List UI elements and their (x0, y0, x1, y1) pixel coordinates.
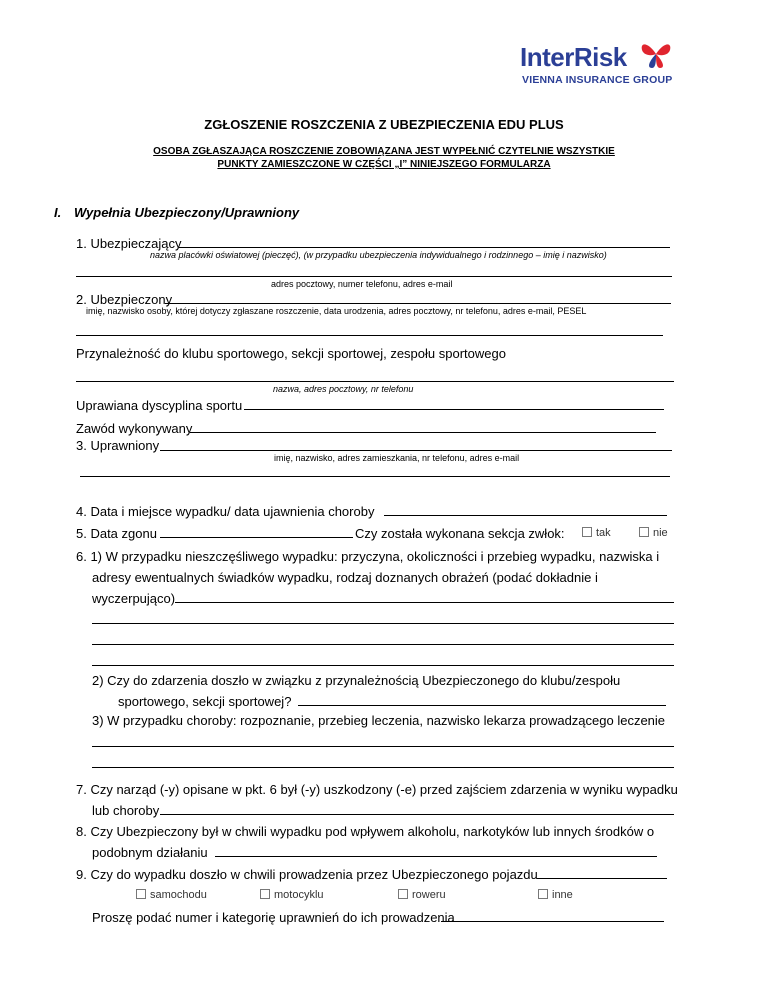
beneficiary-hint: imię, nazwisko, adres zamieszkania, nr telefonu, adres e-mail (274, 453, 520, 463)
q9-option-car[interactable] (136, 889, 207, 901)
q5-yes-label: tak (596, 527, 611, 539)
q7-line-2: lub choroby (92, 803, 160, 818)
section-numeral: I. (54, 205, 62, 220)
q9-option-label: inne (552, 889, 573, 901)
insured-extra-line[interactable] (76, 335, 663, 336)
notice-line-2: PUNKTY ZAMIESZCZONE W CZĘŚCI „I” NINIEJSZEGO FORMULARZA (217, 159, 551, 170)
q7-line-1: 7. Czy narząd (-y) opisane w pkt. 6 był (-y) uszkodzony (-e) przed zajściem zdarzenia w wyniku wypadku (76, 782, 678, 797)
q6-input-line-4[interactable] (92, 665, 674, 666)
q9-option-other[interactable] (538, 889, 573, 901)
q9-label: 9. Czy do wypadku doszło w chwili prowadzenia przez Ubezpieczonego pojazdu (76, 867, 538, 882)
discipline-input-line[interactable] (244, 409, 664, 410)
insurer-hint: nazwa placówki oświatowej (pieczęć), (w przypadku ubezpieczenia indywidualnego i rodzinnego – imię i nazwisko) (150, 250, 607, 260)
q9-license-label: Proszę podać numer i kategorię uprawnień do ich prowadzenia (92, 910, 455, 925)
insured-hint: imię, nazwisko osoby, której dotyczy zgłaszane roszczenie, data urodzenia, adres pocztowy, nr telefonu, adres e-mail, PESEL (86, 306, 587, 316)
q6-3-input-line-1[interactable] (92, 746, 674, 747)
insurer-label: 1. Ubezpieczający (76, 236, 182, 251)
q9-input-line[interactable] (537, 878, 667, 879)
q9-option-label: samochodu (150, 889, 207, 901)
insurer-input-line[interactable] (179, 247, 670, 248)
checkbox-icon[interactable] (538, 889, 548, 899)
logo-brand: InterRisk (520, 42, 627, 72)
q6-2-input-line[interactable] (298, 705, 666, 706)
q6-input-line-1[interactable] (175, 602, 674, 603)
q9-option-label: roweru (412, 889, 446, 901)
q9-option-motorcycle[interactable] (260, 889, 324, 901)
club-hint: nazwa, adres pocztowy, nr telefonu (273, 384, 414, 394)
q6-2-line-1: 2) Czy do zdarzenia doszło w związku z przynależnością Ubezpieczonego do klubu/zespołu (92, 673, 621, 688)
beneficiary-label: 3. Uprawniony (76, 438, 160, 453)
club-input-line[interactable] (76, 381, 674, 382)
q8-line-2: podobnym działaniu (92, 845, 208, 860)
butterfly-logo-icon (638, 38, 674, 70)
q9-option-label: motocyklu (274, 889, 324, 901)
checkbox-icon[interactable] (398, 889, 408, 899)
checkbox-icon[interactable] (136, 889, 146, 899)
beneficiary-extra-line[interactable] (80, 476, 670, 477)
logo (520, 40, 720, 90)
insured-input-line[interactable] (165, 303, 671, 304)
q8-input-line[interactable] (215, 856, 657, 857)
page-title: ZGŁOSZENIE ROSZCZENIA Z UBEZPIECZENIA EDU PLUS (204, 117, 564, 132)
q9-option-bicycle[interactable] (398, 889, 446, 901)
profession-label: Zawód wykonywany (76, 421, 193, 436)
q6-line-1: 6. 1) W przypadku nieszczęśliwego wypadku: przyczyna, okoliczności i przebieg wypadku, nazwiska i (76, 549, 660, 564)
q5-autopsy-label: Czy została wykonana sekcja zwłok: (355, 526, 565, 541)
checkbox-icon[interactable] (260, 889, 270, 899)
discipline-label: Uprawiana dyscyplina sportu (76, 398, 243, 413)
checkbox-icon[interactable] (582, 527, 592, 537)
q4-label: 4. Data i miejsce wypadku/ data ujawnienia choroby (76, 504, 375, 519)
insured-label: 2. Ubezpieczony (76, 292, 173, 307)
q6-input-line-3[interactable] (92, 644, 674, 645)
q4-input-line[interactable] (384, 515, 667, 516)
section-heading: Wypełnia Ubezpieczony/Uprawniony (74, 205, 300, 220)
q6-3-input-line-2[interactable] (92, 767, 674, 768)
q5-no-option[interactable] (639, 527, 668, 539)
logo-tagline: VIENNA INSURANCE GROUP (522, 74, 673, 86)
q7-input-line[interactable] (160, 814, 674, 815)
q6-line-2: adresy ewentualnych świadków wypadku, rodzaj doznanych obrażeń (podać dokładnie i (92, 570, 598, 585)
insurer-address-line[interactable] (76, 276, 672, 277)
q6-2-line-2: sportowego, sekcji sportowej? (118, 694, 292, 709)
notice-line-1: OSOBA ZGŁASZAJĄCA ROSZCZENIE ZOBOWIĄZANA JEST WYPEŁNIĆ CZYTELNIE WSZYSTKIE (153, 146, 615, 157)
q5-label: 5. Data zgonu (76, 526, 157, 541)
q8-line-1: 8. Czy Ubezpieczony był w chwili wypadku pod wpływem alkoholu, narkotyków lub innych środków o (76, 824, 655, 839)
q6-line-3: wyczerpująco) (92, 591, 176, 606)
checkbox-icon[interactable] (639, 527, 649, 537)
beneficiary-input-line[interactable] (160, 450, 672, 451)
insurer-address-hint: adres pocztowy, numer telefonu, adres e-mail (271, 279, 453, 289)
q6-3-line-1: 3) W przypadku choroby: rozpoznanie, przebieg leczenia, nazwisko lekarza prowadzącego leczenie (92, 713, 666, 728)
profession-input-line[interactable] (190, 432, 656, 433)
q5-yes-option[interactable] (582, 527, 611, 539)
q5-no-label: nie (653, 527, 668, 539)
q6-input-line-2[interactable] (92, 623, 674, 624)
club-label: Przynależność do klubu sportowego, sekcji sportowej, zespołu sportowego (76, 346, 506, 361)
q5-input-line[interactable] (160, 537, 353, 538)
q9-license-input-line[interactable] (441, 921, 664, 922)
